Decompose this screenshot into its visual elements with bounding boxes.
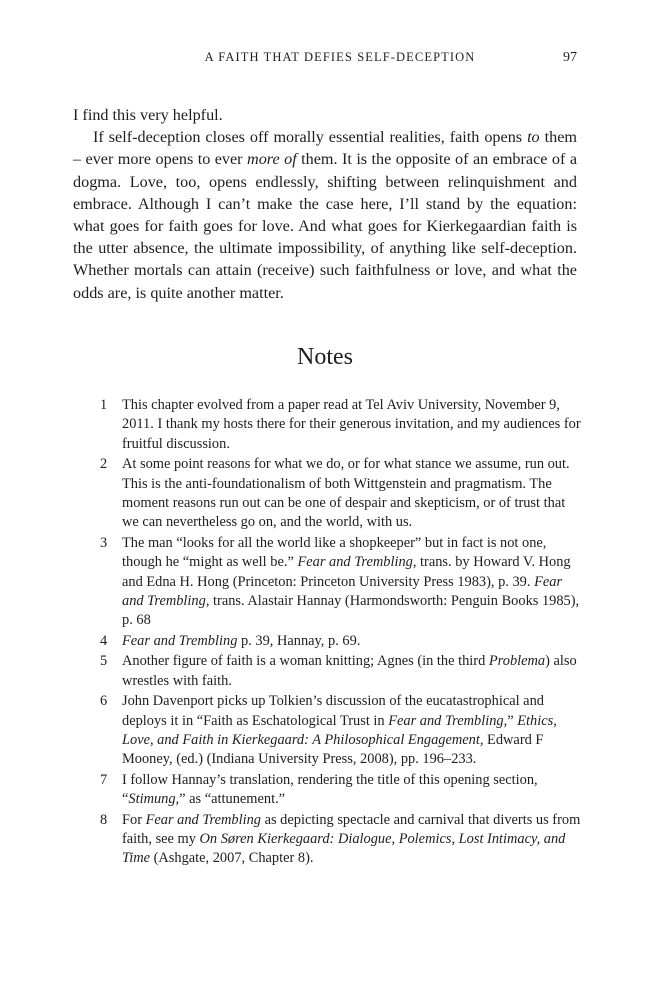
paragraph-1: I find this very helpful. (73, 106, 223, 124)
text-run: ) also wrestles with faith. (122, 653, 577, 689)
note-number: 8 (100, 811, 108, 828)
italic-text: Problema (488, 653, 546, 670)
italic-text: Fear and Trembling, (388, 712, 508, 729)
note-item (96, 455, 582, 533)
text-run: The man “looks for all the world like a shopkeeper” but in fact is not one, though he “might as well be.” (122, 534, 547, 571)
note-text (122, 692, 582, 770)
italic-text: On Søren Kierkegaard: Dialogue, Polemics, Lost Intimacy, and Time (122, 830, 566, 867)
italic-text: Fear and Trembling (122, 632, 238, 649)
text-run: , trans. Alastair Hannay (Harmondsworth: Penguin Books 1985), p. 68 (122, 593, 580, 629)
text-run: as depicting spectacle and carnival that diverts us from faith, see my (122, 811, 581, 847)
italic-text: Stimung, (128, 791, 180, 808)
text-run: At some point reasons for what we do, or for what stance we assume, run out. This is the anti-foundationalism of both Wittgenstein and pragmatism. The moment reasons run out can be one of despair and skepticism, or of trust that we can nevertheless go on, and the world, with us. (122, 456, 570, 531)
italic-text: Ethics, Love, and Faith in Kierkegaard: A Philosophical Engagement, (122, 712, 557, 748)
note-number: 4 (100, 632, 108, 649)
italic-text: Fear and Trembling (297, 554, 413, 571)
notes-list (96, 396, 582, 870)
note-text (122, 811, 582, 869)
italic-text: Fear and Trembling (145, 811, 261, 828)
notes-heading: Notes (297, 344, 353, 370)
note-number: 1 (100, 397, 108, 413)
text-run: I follow Hannay’s translation, rendering the title of this opening section, “ (122, 771, 538, 808)
text-run: , trans. by Howard V. Hong and Edna H. Hong (Princeton: Princeton University Press 1983), p. 39. (122, 554, 571, 590)
note-text (122, 771, 582, 810)
note-number: 3 (100, 534, 108, 551)
italic-text: more of (247, 150, 297, 169)
text-run: p. 39, Hannay, p. 69. (237, 632, 361, 649)
note-text (122, 652, 582, 691)
note-item (96, 534, 582, 631)
text-run: them – ever more opens to ever (73, 128, 577, 169)
text-run: ” (507, 712, 518, 729)
text-run: This chapter evolved from a paper read at Tel Aviv University, November 9, 2011. I thank my hosts there for their generous invitation, and my audiences for fruitful discussion. (122, 397, 581, 452)
text-run: John Davenport picks up Tolkien’s discussion of the eucatastrophical and deploys it in “Faith as Eschatological Trust in (122, 693, 544, 729)
note-number: 7 (100, 771, 108, 788)
page-number: 97 (563, 50, 577, 65)
note-text (122, 632, 582, 651)
italic-text: to (527, 128, 540, 147)
text-run: Edward F Mooney, (ed.) (Indiana University Press, 2008), pp. 196–233. (122, 731, 544, 768)
body-text (73, 104, 577, 304)
running-title: A FAITH THAT DEFIES SELF-DECEPTION (204, 50, 476, 64)
note-text (122, 534, 582, 631)
note-item (96, 396, 582, 454)
text-run: (Ashgate, 2007, Chapter 8). (150, 850, 314, 867)
note-number: 6 (100, 693, 108, 710)
page-header (0, 50, 650, 72)
text-run: them. It is the opposite of an embrace of a dogma. Love, too, opens endlessly, shifting between relinquishment and embrace. Although I can’t make the case here, I’ll stand by the equation: what goes for faith goes for love. And what goes for Kierkegaardian faith is the utter absence, the ultimate impossibility, of anything like self-deception. Whether mortals can attain (receive) such faithfulness or love, and what the odds are, is quite another matter. (73, 150, 578, 302)
text-run: If self-deception closes off morally essential realities, faith opens (93, 128, 528, 147)
text-run: For (122, 811, 146, 828)
text-run: Another figure of faith is a woman knitting; Agnes (in the third (122, 653, 489, 670)
note-item (96, 632, 582, 651)
note-item (96, 771, 582, 810)
note-number: 2 (100, 456, 108, 473)
paragraph-2 (73, 126, 577, 304)
note-item (96, 692, 582, 770)
note-number: 5 (100, 653, 108, 670)
note-text (122, 455, 582, 533)
note-item (96, 652, 582, 691)
note-text (122, 396, 582, 454)
text-run: ” as “attunement.” (179, 791, 286, 808)
note-item (96, 811, 582, 869)
italic-text: Fear and Trembling (122, 573, 563, 610)
